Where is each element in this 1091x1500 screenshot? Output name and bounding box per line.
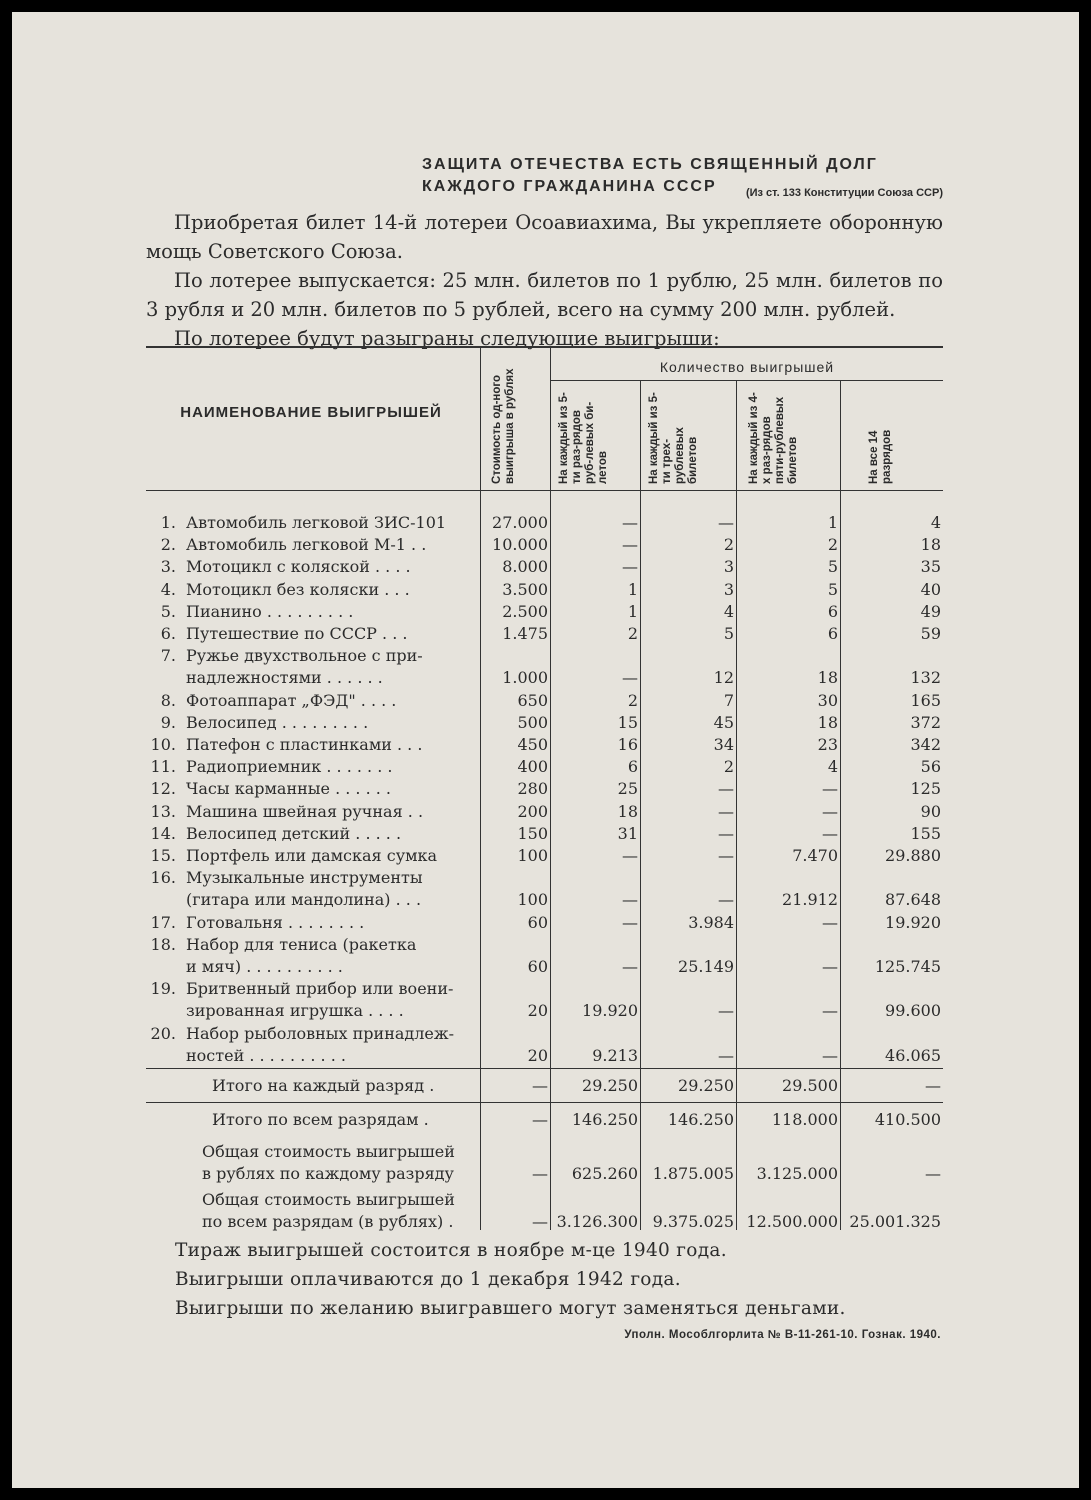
row-price: 60 xyxy=(527,957,548,976)
row-c3: — xyxy=(822,779,838,799)
row-c4: 56 xyxy=(920,757,941,777)
row-c3: 5 xyxy=(827,579,838,599)
printer-imprint: Уполн. Мособлгорлита № В-11-261-10. Гознак. 1940. xyxy=(624,1329,941,1341)
row-c2: 3.984 xyxy=(688,912,734,932)
total-c1: 3.126.300 xyxy=(556,1212,638,1232)
row-c1: — xyxy=(622,557,638,577)
total-label: Итого по всем разрядам . xyxy=(212,1110,429,1129)
footer-notes xyxy=(175,1236,846,1323)
total-c2: 146.250 xyxy=(667,1110,734,1129)
row-c2: 2 xyxy=(723,535,734,555)
row-c1: 1 xyxy=(627,601,638,621)
row-c2: 2 xyxy=(723,757,734,777)
prize-name: Радиоприемник . . . . . . . xyxy=(186,757,393,777)
row-number: 10. xyxy=(150,735,176,754)
intro-paragraph-2: По лотерее выпускается: 25 млн. билетов по 1 рублю, 25 млн. билетов по 3 рубля и 20 млн. билетов по 5 рублей, всего на сумму 200 млн. рублей. xyxy=(146,269,943,321)
row-c1: 31 xyxy=(617,823,638,843)
prize-name: Набор для тениса (ракетка xyxy=(186,934,417,954)
row-c4: 35 xyxy=(920,557,941,577)
total-c4: 410.500 xyxy=(874,1110,941,1129)
row-c3: 1 xyxy=(827,513,838,532)
row-c4: 49 xyxy=(920,601,941,621)
prize-name: Патефон с пластинками . . . xyxy=(186,735,423,754)
prize-name: Набор рыболовных принадлеж- xyxy=(186,1023,455,1043)
qty-header-rule xyxy=(551,380,943,381)
footer-line-3: Выигрыши по желанию выигравшего могут заменяться деньгами. xyxy=(175,1298,846,1319)
row-c1: 1 xyxy=(627,579,638,599)
row-price: 650 xyxy=(517,690,548,710)
row-number: 3. xyxy=(160,557,176,577)
row-c2: — xyxy=(718,1045,734,1065)
row-c1: 25 xyxy=(617,779,638,799)
prize-name: Автомобиль легковой М-1 . . xyxy=(186,535,427,555)
prize-name: Автомобиль легковой ЗИС-101 xyxy=(186,513,447,532)
total-price: — xyxy=(532,1110,548,1129)
row-price: 2.500 xyxy=(502,601,548,621)
row-c4: 99.600 xyxy=(885,1001,941,1021)
prize-name: Велосипед детский . . . . . xyxy=(186,823,402,843)
row-c3: 4 xyxy=(827,757,838,777)
prize-table xyxy=(146,346,943,1230)
row-number: 20. xyxy=(150,1023,176,1043)
total-price: — xyxy=(532,1076,548,1095)
row-number: 6. xyxy=(160,624,176,643)
header-col-1: На каждый из 5-ти раз-рядов руб-левых би-летов xyxy=(558,392,609,484)
row-c3: 23 xyxy=(817,735,838,754)
col-rule-c3 xyxy=(840,380,841,1230)
constitution-citation: (Из ст. 133 Конституции Союза ССР) xyxy=(745,187,943,199)
prize-name: Готовальня . . . . . . . . xyxy=(186,912,365,932)
row-price: 450 xyxy=(517,735,548,754)
prize-name: Мотоцикл с коляской . . . . xyxy=(186,557,411,577)
row-c4: 132 xyxy=(910,668,941,688)
prize-name: и мяч) . . . . . . . . . . xyxy=(186,957,343,976)
prize-name: Ружье двухствольное с при- xyxy=(186,646,423,666)
row-price: 27.000 xyxy=(492,513,548,532)
row-price: 1.000 xyxy=(502,668,548,688)
row-c2: 3 xyxy=(723,557,734,577)
col-rule-price xyxy=(550,346,551,1230)
total-c1: 29.250 xyxy=(582,1076,638,1095)
total-label: Итого на каждый разряд . xyxy=(212,1076,435,1095)
row-c4: 125.745 xyxy=(874,957,941,976)
total-label: в рублях по каждому разряду xyxy=(202,1164,454,1184)
intro-text xyxy=(146,208,943,353)
row-c1: 19.920 xyxy=(582,1001,638,1021)
row-c4: 342 xyxy=(910,735,941,754)
row-c2: — xyxy=(718,1001,734,1021)
row-c4: 40 xyxy=(920,579,941,599)
prize-name: Машина швейная ручная . . xyxy=(186,801,424,821)
row-c2: 25.149 xyxy=(678,957,734,976)
row-c1: — xyxy=(622,846,638,865)
row-c4: 59 xyxy=(920,624,941,643)
row-c3: — xyxy=(822,1045,838,1065)
row-price: 60 xyxy=(527,912,548,932)
row-c2: — xyxy=(718,779,734,799)
row-c3: — xyxy=(822,957,838,976)
row-number: 13. xyxy=(150,801,176,821)
prize-name: (гитара или мандолина) . . . xyxy=(186,890,422,910)
row-number: 9. xyxy=(160,712,176,732)
row-c1: 6 xyxy=(627,757,638,777)
rows-bottom-rule xyxy=(146,1068,943,1069)
total-c4: — xyxy=(925,1164,941,1184)
prize-name: Фотоаппарат „ФЭД" . . . . xyxy=(186,690,397,710)
total-c3: 29.500 xyxy=(782,1076,838,1095)
row-c4: 155 xyxy=(910,823,941,843)
row-c2: 3 xyxy=(723,579,734,599)
row-c3: 30 xyxy=(817,690,838,710)
header-col-3: На каждый из 4-х раз-рядов пяти-рублевых билетов xyxy=(748,392,799,484)
row-c2: — xyxy=(718,890,734,910)
prize-name: Музыкальные инструменты xyxy=(186,868,423,888)
header-price: Стоимость од-ного выигрыша в рублях xyxy=(491,368,516,484)
row-price: 100 xyxy=(517,890,548,910)
row-c3: 18 xyxy=(817,712,838,732)
row-number: 19. xyxy=(150,979,176,999)
row-c3: 6 xyxy=(827,624,838,643)
row-number: 2. xyxy=(160,535,176,555)
header-col-4: На все 14 разрядов xyxy=(868,429,893,484)
header-bottom-rule xyxy=(146,490,943,491)
col-rule-name xyxy=(480,346,481,1230)
prize-name: Пианино . . . . . . . . . xyxy=(186,601,354,621)
row-number: 18. xyxy=(150,934,176,954)
row-c4: 125 xyxy=(910,779,941,799)
total-c4: 25.001.325 xyxy=(849,1212,941,1232)
row-c1: — xyxy=(622,957,638,976)
row-price: 500 xyxy=(517,712,548,732)
col-rule-c2 xyxy=(736,380,737,1230)
row-c4: 19.920 xyxy=(885,912,941,932)
motto-line-1: ЗАЩИТА ОТЕЧЕСТВА ЕСТЬ СВЯЩЕННЫЙ ДОЛГ xyxy=(422,156,878,173)
row-number: 15. xyxy=(150,846,176,865)
row-c3: — xyxy=(822,912,838,932)
row-price: 150 xyxy=(517,823,548,843)
row-price: 1.475 xyxy=(502,624,548,643)
total-c2: 9.375.025 xyxy=(652,1212,734,1232)
row-price: 200 xyxy=(517,801,548,821)
total-label: Общая стоимость выигрышей xyxy=(202,1190,455,1209)
row-c4: 29.880 xyxy=(885,846,941,865)
row-price: 20 xyxy=(527,1045,548,1065)
row-number: 14. xyxy=(150,823,176,843)
total-c3: 118.000 xyxy=(771,1110,838,1129)
row-c3: 2 xyxy=(827,535,838,555)
row-price: 280 xyxy=(517,779,548,799)
total-c2: 29.250 xyxy=(678,1076,734,1095)
row-c3: — xyxy=(822,823,838,843)
row-c3: — xyxy=(822,801,838,821)
row-c2: — xyxy=(718,513,734,532)
prize-name: Портфель или дамская сумка xyxy=(186,846,438,865)
row-c2: 7 xyxy=(723,690,734,710)
row-number: 1. xyxy=(160,513,176,532)
prize-name: надлежностями . . . . . . xyxy=(186,668,383,688)
prize-name: Велосипед . . . . . . . . . xyxy=(186,712,369,732)
intro-paragraph-3: По лотерее будут разыграны следующие выигрыши: xyxy=(174,327,720,350)
row-number: 16. xyxy=(150,868,176,888)
table-top-rule xyxy=(146,346,943,348)
row-c4: 87.648 xyxy=(885,890,941,910)
prize-name: зированная игрушка . . . . xyxy=(186,1001,404,1021)
prize-name: Мотоцикл без коляски . . . xyxy=(186,579,410,599)
prize-name: Бритвенный прибор или воени- xyxy=(186,979,454,999)
row-number: 8. xyxy=(160,690,176,710)
row-price: 10.000 xyxy=(492,535,548,555)
row-c4: 46.065 xyxy=(885,1045,941,1065)
total-c3: 3.125.000 xyxy=(756,1164,838,1184)
total-label: по всем разрядам (в рублях) . xyxy=(202,1212,454,1232)
row-c3: 7.470 xyxy=(792,846,838,865)
row-price: 20 xyxy=(527,1001,548,1021)
row-price: 3.500 xyxy=(502,579,548,599)
row-price: 8.000 xyxy=(502,557,548,577)
prize-name: Путешествие по СССР . . . xyxy=(186,624,408,643)
row-c1: — xyxy=(622,890,638,910)
row-c3: 5 xyxy=(827,557,838,577)
row-c4: 90 xyxy=(920,801,941,821)
total-c2: 1.875.005 xyxy=(652,1164,734,1184)
total-price: — xyxy=(532,1212,548,1232)
row-c1: 2 xyxy=(627,624,638,643)
prize-name: ностей . . . . . . . . . . xyxy=(186,1045,346,1065)
row-c1: — xyxy=(622,535,638,555)
col-rule-c1 xyxy=(640,380,641,1230)
row-c1: 2 xyxy=(627,690,638,710)
row-c3: 18 xyxy=(817,668,838,688)
row-number: 17. xyxy=(150,912,176,932)
motto-line-2: КАЖДОГО ГРАЖДАНИНА СССР xyxy=(422,178,717,195)
total-price: — xyxy=(532,1164,548,1184)
row-number: 5. xyxy=(160,601,176,621)
row-c2: — xyxy=(718,846,734,865)
row-c2: — xyxy=(718,823,734,843)
total-c3: 12.500.000 xyxy=(746,1212,838,1232)
prize-name: Часы карманные . . . . . . xyxy=(186,779,392,799)
row-c2: 34 xyxy=(713,735,734,754)
row-c2: 12 xyxy=(713,668,734,688)
totals-rule xyxy=(146,1102,943,1103)
total-label: Общая стоимость выигрышей xyxy=(202,1142,455,1161)
row-price: 100 xyxy=(517,846,548,865)
row-c1: — xyxy=(622,513,638,532)
row-c2: 45 xyxy=(713,712,734,732)
row-c4: 165 xyxy=(910,690,941,710)
row-number: 7. xyxy=(160,646,176,666)
total-c4: — xyxy=(925,1076,941,1095)
row-c1: 9.213 xyxy=(592,1045,638,1065)
total-c1: 625.260 xyxy=(571,1164,638,1184)
footer-line-2: Выигрыши оплачиваются до 1 декабря 1942 года. xyxy=(175,1269,681,1290)
row-c2: 5 xyxy=(723,624,734,643)
row-price: 400 xyxy=(517,757,548,777)
row-c3: 6 xyxy=(827,601,838,621)
row-c1: 15 xyxy=(617,712,638,732)
row-c2: 4 xyxy=(723,601,734,621)
footer-line-1: Тираж выигрышей состоится в ноябре м-це 1940 года. xyxy=(175,1240,727,1261)
row-number: 11. xyxy=(150,757,176,777)
row-c4: 18 xyxy=(920,535,941,555)
row-c3: — xyxy=(822,1001,838,1021)
header-prize-name: НАИМЕНОВАНИЕ ВЫИГРЫШЕЙ xyxy=(180,404,442,421)
row-c4: 372 xyxy=(910,712,941,732)
header-quantity: Количество выигрышей xyxy=(659,359,835,375)
row-c1: — xyxy=(622,668,638,688)
row-number: 12. xyxy=(150,779,176,799)
total-c1: 146.250 xyxy=(571,1110,638,1129)
row-c3: 21.912 xyxy=(782,890,838,910)
row-c1: 18 xyxy=(617,801,638,821)
row-c4: 4 xyxy=(930,513,941,532)
intro-paragraph-1: Приобретая билет 14-й лотереи Осоавиахима, Вы укрепляете оборонную мощь Советского Союза. xyxy=(146,211,943,263)
header-col-2: На каждый из 5-ти трех-рублевых билетов xyxy=(648,392,699,484)
row-c1: 16 xyxy=(617,735,638,754)
row-c2: — xyxy=(718,801,734,821)
row-number: 4. xyxy=(160,579,176,599)
row-c1: — xyxy=(622,912,638,932)
